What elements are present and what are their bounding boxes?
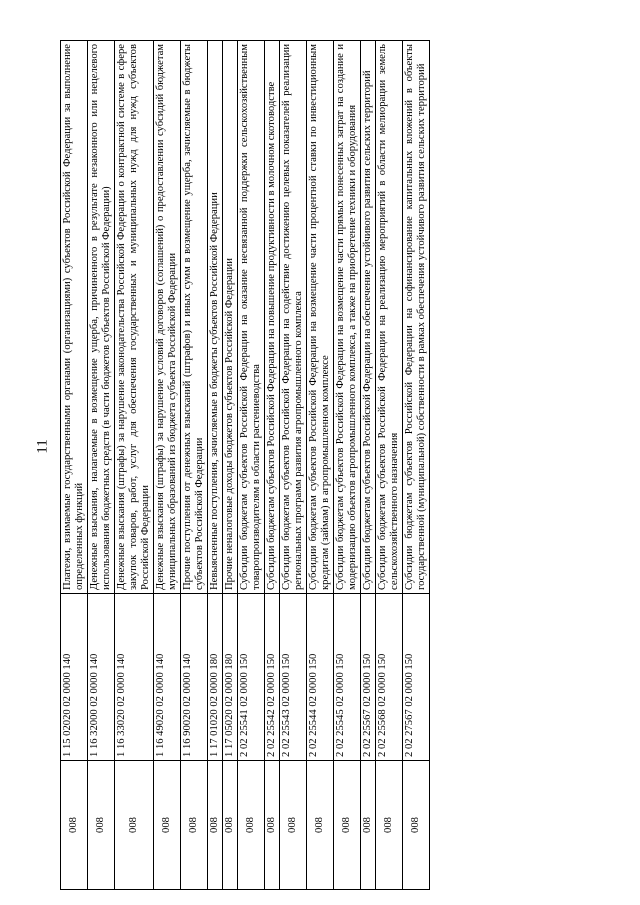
revenue-name-cell: Денежные взыскания (штрафы) за нарушение законодательства Российской Федерации о контрактной системе в сфере закупок товаров, работ, услуг для обеспечения государственных и муниципальных нужд для нужд субъектов Российской Федерации	[115, 41, 154, 594]
table-row	[280, 41, 307, 890]
administrator-code-cell: 008	[154, 761, 181, 890]
administrator-code-cell: 008	[403, 761, 430, 890]
budget-classification-code-cell: 1 16 49020 02 0000 140	[154, 594, 181, 761]
revenue-name-cell: Прочие неналоговые доходы бюджетов субъектов Российской Федерации	[223, 41, 238, 594]
administrator-code-cell: 008	[208, 761, 223, 890]
table-row	[307, 41, 334, 890]
administrator-code-cell: 008	[181, 761, 208, 890]
budget-classification-code-cell: 2 02 25543 02 0000 150	[280, 594, 307, 761]
administrator-code-cell: 008	[280, 761, 307, 890]
budget-classification-code-cell: 1 17 05020 02 0000 180	[223, 594, 238, 761]
administrator-code-cell: 008	[88, 761, 115, 890]
revenue-name-cell: Денежные взыскания, налагаемые в возмещение ущерба, причиненного в результате незаконного или нецелевого использования бюджетных средств (в части бюджетов субъектов Российской Федерации)	[88, 41, 115, 594]
revenue-name-cell: Прочие поступления от денежных взысканий (штрафов) и иных сумм в возмещение ущерба, зачисляемые в бюджеты субъектов Российской Федерации	[181, 41, 208, 594]
administrator-code-cell: 008	[376, 761, 403, 890]
table-row	[334, 41, 361, 890]
table-row	[376, 41, 403, 890]
rotated-table-wrapper	[60, 40, 430, 890]
administrator-code-cell: 008	[61, 761, 88, 890]
revenue-name-cell: Субсидии бюджетам субъектов Российской Федерации на возмещение части прямых понесенных затрат на создание и модернизацию объектов агропромышленного комплекса, а также на приобретение техники и оборудования	[334, 41, 361, 594]
revenue-name-cell: Субсидии бюджетам субъектов Российской Федерации на реализацию мероприятий в области мелиорации земель сельскохозяйственного назначения	[376, 41, 403, 594]
table-row	[181, 41, 208, 890]
revenue-name-cell: Субсидии бюджетам субъектов Российской Федерации на возмещение части процентной ставки по инвестиционным кредитам (займам) в агропромышленном комплексе	[307, 41, 334, 594]
revenue-name-cell: Денежные взыскания (штрафы) за нарушение условий договоров (соглашений) о предоставлении субсидий бюджетам муниципальных образований из бюджета субъекта Российской Федерации	[154, 41, 181, 594]
budget-classification-code-cell: 2 02 25567 02 0000 150	[361, 594, 376, 761]
budget-classification-code-cell: 2 02 25544 02 0000 150	[307, 594, 334, 761]
table-row	[154, 41, 181, 890]
administrator-code-cell: 008	[115, 761, 154, 890]
administrator-code-cell: 008	[334, 761, 361, 890]
budget-classification-code-cell: 2 02 25542 02 0000 150	[265, 594, 280, 761]
table-row	[115, 41, 154, 890]
budget-classification-code-cell: 1 16 90020 02 0000 140	[181, 594, 208, 761]
revenue-name-cell: Платежи, взимаемые государственными органами (организациями) субъектов Российской Федерации за выполнение определенных функций	[61, 41, 88, 594]
table-row	[265, 41, 280, 890]
administrator-code-cell: 008	[223, 761, 238, 890]
administrator-code-cell: 008	[265, 761, 280, 890]
table-row	[361, 41, 376, 890]
budget-classification-code-cell: 1 15 02020 02 0000 140	[61, 594, 88, 761]
revenue-name-cell: Субсидии бюджетам субъектов Российской Федерации на оказание несвязанной поддержки сельскохозяйственным товаропроизводителям в области растениеводства	[238, 41, 265, 594]
budget-classification-code-cell: 2 02 25568 02 0000 150	[376, 594, 403, 761]
table-row	[61, 41, 88, 890]
budget-classification-code-cell: 2 02 27567 02 0000 150	[403, 594, 430, 761]
administrator-code-cell: 008	[238, 761, 265, 890]
table-row	[88, 41, 115, 890]
administrator-code-cell: 008	[361, 761, 376, 890]
table-row	[403, 41, 430, 890]
table-row	[223, 41, 238, 890]
budget-classification-code-cell: 2 02 25541 02 0000 150	[238, 594, 265, 761]
revenue-name-cell: Субсидии бюджетам субъектов Российской Федерации на повышение продуктивности в молочном скотоводстве	[265, 41, 280, 594]
table-row	[238, 41, 265, 890]
budget-classification-code-cell: 1 17 01020 02 0000 180	[208, 594, 223, 761]
table-row	[208, 41, 223, 890]
budget-classification-code-cell: 2 02 25545 02 0000 150	[334, 594, 361, 761]
budget-classification-code-cell: 1 16 33020 02 0000 140	[115, 594, 154, 761]
revenue-name-cell: Невыясненные поступления, зачисляемые в бюджеты субъектов Российской Федерации	[208, 41, 223, 594]
budget-classification-code-cell: 1 16 32000 02 0000 140	[88, 594, 115, 761]
revenue-name-cell: Субсидии бюджетам субъектов Российской Федерации на софинансирование капитальных вложений в объекты государственной (муниципальной) собственности в рамках обеспечения устойчивого развития сельских территорий	[403, 41, 430, 594]
revenue-name-cell: Субсидии бюджетам субъектов Российской Федерации на содействие достижению целевых показателей реализации региональных программ развития агропромышленного комплекса	[280, 41, 307, 594]
revenue-name-cell: Субсидии бюджетам субъектов Российской Федерации на обеспечение устойчивого развития сельских территорий	[361, 41, 376, 594]
page-number: 11	[34, 439, 51, 454]
table-body	[61, 41, 430, 890]
administrator-code-cell: 008	[307, 761, 334, 890]
revenue-classification-table	[60, 40, 430, 890]
